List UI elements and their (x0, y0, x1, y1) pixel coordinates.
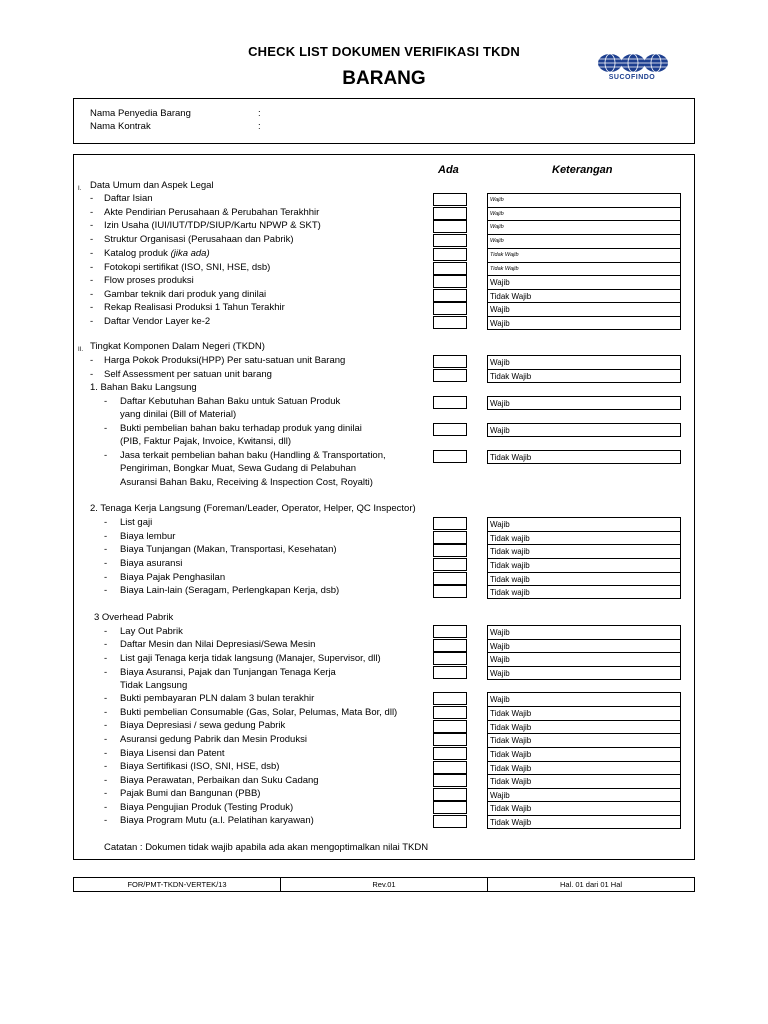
keterangan-cell: Tidak wajib (487, 572, 681, 586)
bullet: - (104, 748, 108, 759)
bullet: - (90, 355, 94, 366)
page-number: Hal. 01 dari 01 Hal (559, 880, 623, 889)
item-daftar-mesin: Daftar Mesin dan Nilai Depresiasi/Sewa Mesin (120, 639, 316, 650)
item-layout-pabrik: Lay Out Pabrik (120, 626, 183, 637)
ada-checkbox[interactable] (433, 625, 467, 638)
keterangan-cell: Wajib (487, 666, 681, 680)
identity-box (73, 98, 695, 144)
ada-checkbox[interactable] (433, 801, 467, 814)
item-jasa-terkait-cont2: Asuransi Bahan Baku, Receiving & Inspection Cost, Royalti) (120, 477, 373, 488)
ada-checkbox[interactable] (433, 666, 467, 679)
bullet: - (104, 585, 108, 596)
keterangan-cell: Tidak Wajib (487, 706, 681, 720)
ada-checkbox[interactable] (433, 761, 467, 774)
item-jasa-terkait: Jasa terkait pembelian bahan baku (Handling & Transportation, (120, 450, 386, 461)
katalog-produk-note: (jika ada) (170, 248, 210, 259)
item-bukti-pln: Bukti pembayaran PLN dalam 3 bulan terakhir (120, 693, 315, 704)
bullet: - (90, 369, 94, 380)
bullet: - (90, 234, 94, 245)
item-jasa-terkait-cont1: Pengiriman, Bongkar Muat, Sewa Gudang di Pelabuhan (120, 463, 357, 474)
item-bukti-consumable: Bukti pembelian Consumable (Gas, Solar, Pelumas, Mata Bor, dll) (120, 707, 398, 718)
item-biaya-depresiasi: Biaya Depresiasi / sewa gedung Pabrik (120, 720, 286, 731)
bullet: - (90, 302, 94, 313)
bullet: - (104, 544, 108, 555)
bullet: - (90, 207, 94, 218)
section-1-title: Data Umum dan Aspek Legal (90, 180, 214, 191)
keterangan-cell: Wajib (487, 193, 681, 207)
item-biaya-program-mutu: Biaya Program Mutu (a.l. Pelatihan karyawan) (120, 815, 314, 826)
keterangan-cell: Wajib (487, 423, 681, 437)
nama-kontrak-colon: : (258, 121, 261, 132)
ada-checkbox[interactable] (433, 193, 467, 206)
item-daftar-kebutuhan: Daftar Kebutuhan Bahan Baku untuk Satuan Produk (120, 396, 341, 407)
keterangan-cell: Tidak Wajib (487, 761, 681, 775)
form-code: FOR/PMT-TKDN-VERTEK/13 (74, 878, 281, 891)
ada-checkbox[interactable] (433, 450, 467, 463)
keterangan-cell: Wajib (487, 692, 681, 706)
ada-checkbox[interactable] (433, 652, 467, 665)
bullet: - (90, 316, 94, 327)
bullet: - (90, 193, 94, 204)
bullet: - (104, 667, 108, 678)
keterangan-cell: Tidak wajib (487, 544, 681, 558)
ada-checkbox[interactable] (433, 639, 467, 652)
bullet: - (104, 802, 108, 813)
item-struktur-organisasi: Struktur Organisasi (Perusahaan dan Pabrik) (104, 234, 294, 245)
section-2-title: Tingkat Komponen Dalam Negeri (TKDN) (90, 341, 265, 352)
bullet: - (104, 761, 108, 772)
item-biaya-perawatan: Biaya Perawatan, Perbaikan dan Suku Cadang (120, 775, 319, 786)
section-2-number: II. (78, 347, 84, 353)
item-biaya-lain: Biaya Lain-lain (Seragam, Perlengkapan Kerja, dsb) (120, 585, 340, 596)
bullet: - (104, 639, 108, 650)
keterangan-cell: Tidak Wajib (487, 450, 681, 464)
ada-checkbox[interactable] (433, 706, 467, 719)
catatan-note: Catatan : Dokumen tidak wajib apabila ada akan mengoptimalkan nilai TKDN (104, 842, 429, 853)
item-akte-pendirian: Akte Pendirian Perusahaan & Perubahan Terakhhir (104, 207, 320, 218)
subsection-tenaga-kerja: 2. Tenaga Kerja Langsung (Foreman/Leader, Operator, Helper, QC Inspector) (90, 503, 416, 514)
ada-checkbox[interactable] (433, 423, 467, 436)
bullet: - (104, 775, 108, 786)
ada-checkbox[interactable] (433, 720, 467, 733)
ada-checkbox[interactable] (433, 369, 467, 382)
item-biaya-asuransi-pajak: Biaya Asuransi, Pajak dan Tunjangan Tenaga Kerja (120, 667, 336, 678)
keterangan-cell: Wajib (487, 220, 681, 234)
nama-penyedia-colon: : (258, 108, 261, 119)
item-hpp: Harga Pokok Produksi(HPP) Per satu-satuan unit Barang (104, 355, 346, 366)
item-katalog-produk (104, 248, 210, 260)
item-biaya-sertifikasi: Biaya Sertifikasi (ISO, SNI, HSE, dsb) (120, 761, 280, 772)
keterangan-cell: Tidak Wajib (487, 733, 681, 747)
bullet: - (104, 572, 108, 583)
logo-text: SUCOFINDO (608, 74, 656, 81)
keterangan-cell: Tidak Wajib (487, 289, 681, 303)
ada-checkbox[interactable] (433, 558, 467, 571)
keterangan-cell: Wajib (487, 625, 681, 639)
revision: Rev.01 (281, 878, 488, 891)
bullet: - (104, 531, 108, 542)
ada-checkbox[interactable] (433, 788, 467, 801)
keterangan-cell: Tidak Wajib (487, 720, 681, 734)
bullet: - (90, 275, 94, 286)
item-gambar-teknik: Gambar teknik dari produk yang dinilai (104, 289, 267, 300)
keterangan-cell: Wajib (487, 517, 681, 531)
form-footer (73, 877, 695, 892)
item-biaya-pengujian: Biaya Pengujian Produk (Testing Produk) (120, 802, 294, 813)
ada-checkbox[interactable] (433, 220, 467, 233)
ada-checkbox[interactable] (433, 316, 467, 329)
ada-checkbox[interactable] (433, 289, 467, 302)
item-biaya-asuransi-pajak-cont: Tidak Langsung (120, 680, 188, 691)
ada-checkbox[interactable] (433, 531, 467, 544)
ada-checkbox[interactable] (433, 302, 467, 315)
keterangan-cell: Tidak wajib (487, 585, 681, 599)
ada-checkbox[interactable] (433, 396, 467, 409)
keterangan-cell: Wajib (487, 652, 681, 666)
ada-checkbox[interactable] (433, 207, 467, 220)
section-1-number: I. (78, 186, 82, 192)
keterangan-cell: Tidak Wajib (487, 248, 681, 262)
ada-checkbox[interactable] (433, 585, 467, 598)
bullet: - (104, 788, 108, 799)
ada-checkbox[interactable] (433, 234, 467, 247)
item-self-assessment: Self Assessment per satuan unit barang (104, 369, 272, 380)
ada-checkbox[interactable] (433, 248, 467, 261)
item-biaya-lisensi: Biaya Lisensi dan Patent (120, 748, 225, 759)
item-bukti-pembelian: Bukti pembelian bahan baku terhadap produk yang dinilai (120, 423, 362, 434)
keterangan-cell: Wajib (487, 234, 681, 248)
bullet: - (104, 693, 108, 704)
nama-penyedia-label: Nama Penyedia Barang (90, 108, 191, 119)
ada-checkbox[interactable] (433, 355, 467, 368)
item-biaya-tunjangan: Biaya Tunjangan (Makan, Transportasi, Kesehatan) (120, 544, 337, 555)
keterangan-cell: Tidak Wajib (487, 774, 681, 788)
item-daftar-kebutuhan-cont: yang dinilai (Bill of Material) (120, 409, 237, 420)
bullet: - (104, 815, 108, 826)
bullet: - (104, 423, 108, 434)
keterangan-cell: Tidak Wajib (487, 815, 681, 829)
item-asuransi-gedung: Asuransi gedung Pabrik dan Mesin Produksi (120, 734, 307, 745)
ada-checkbox[interactable] (433, 572, 467, 585)
keterangan-cell: Tidak wajib (487, 558, 681, 572)
keterangan-cell: Tidak Wajib (487, 369, 681, 383)
bullet: - (90, 248, 94, 259)
keterangan-cell: Tidak Wajib (487, 801, 681, 815)
bullet: - (104, 720, 108, 731)
bullet: - (104, 734, 108, 745)
bullet: - (104, 653, 108, 664)
keterangan-cell: Wajib (487, 316, 681, 330)
keterangan-cell: Wajib (487, 788, 681, 802)
document-subtitle: BARANG (342, 68, 426, 89)
item-biaya-lembur: Biaya lembur (120, 531, 176, 542)
nama-kontrak-label: Nama Kontrak (90, 121, 151, 132)
keterangan-cell: Wajib (487, 275, 681, 289)
item-list-gaji-tidak-langsung: List gaji Tenaga kerja tidak langsung (Manajer, Supervisor, dll) (120, 653, 381, 664)
ada-checkbox[interactable] (433, 815, 467, 828)
item-rekap-realisasi: Rekap Realisasi Produksi 1 Tahun Terakhir (104, 302, 285, 313)
ada-checkbox[interactable] (433, 774, 467, 787)
keterangan-cell: Wajib (487, 396, 681, 410)
item-bukti-pembelian-cont: (PIB, Faktur Pajak, Invoice, Kwitansi, dll) (120, 436, 292, 447)
subsection-bahan-baku: 1. Bahan Baku Langsung (90, 382, 197, 393)
item-biaya-pajak: Biaya Pajak Penghasilan (120, 572, 226, 583)
bullet: - (104, 626, 108, 637)
keterangan-cell: Tidak wajib (487, 531, 681, 545)
item-fotokopi-sertifikat: Fotokopi sertifikat (ISO, SNI, HSE, dsb) (104, 262, 271, 273)
ada-checkbox[interactable] (433, 262, 467, 275)
ada-checkbox[interactable] (433, 747, 467, 760)
keterangan-cell: Wajib (487, 207, 681, 221)
ada-checkbox[interactable] (433, 692, 467, 705)
ada-checkbox[interactable] (433, 275, 467, 288)
keterangan-cell: Wajib (487, 302, 681, 316)
keterangan-cell: Wajib (487, 639, 681, 653)
ada-checkbox[interactable] (433, 544, 467, 557)
bullet: - (104, 517, 108, 528)
subsection-overhead: 3 Overhead Pabrik (94, 612, 174, 623)
item-daftar-vendor: Daftar Vendor Layer ke-2 (104, 316, 211, 327)
keterangan-cell: Wajib (487, 355, 681, 369)
item-biaya-asuransi: Biaya asuransi (120, 558, 183, 569)
bullet: - (90, 289, 94, 300)
ada-column-header: Ada (438, 164, 459, 176)
keterangan-column-header: Keterangan (552, 164, 613, 176)
document-title: CHECK LIST DOKUMEN VERIFIKASI TKDN (248, 44, 520, 59)
bullet: - (104, 707, 108, 718)
keterangan-cell: Tidak Wajib (487, 262, 681, 276)
ada-checkbox[interactable] (433, 517, 467, 530)
item-pajak-bumi: Pajak Bumi dan Bangunan (PBB) (120, 788, 261, 799)
bullet: - (104, 396, 108, 407)
item-flow-proses: Flow proses produksi (104, 275, 194, 286)
keterangan-cell: Tidak Wajib (487, 747, 681, 761)
item-daftar-isian: Daftar Isian (104, 193, 153, 204)
bullet: - (90, 220, 94, 231)
bullet: - (104, 450, 108, 461)
ada-checkbox[interactable] (433, 733, 467, 746)
item-list-gaji: List gaji (120, 517, 153, 528)
item-izin-usaha: Izin Usaha (IUI/IUT/TDP/SIUP/Kartu NPWP & SKT) (104, 220, 321, 231)
bullet: - (90, 262, 94, 273)
katalog-produk-text: Katalog produk (104, 248, 168, 259)
bullet: - (104, 558, 108, 569)
